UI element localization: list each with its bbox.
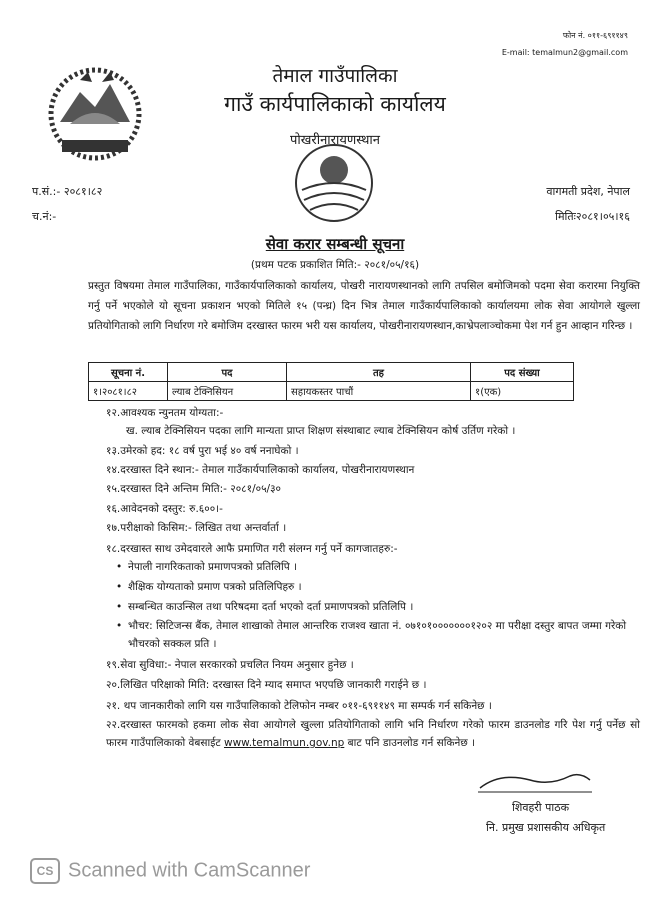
table-cell: १।२०८१।८२ <box>89 382 168 401</box>
camscanner-watermark <box>30 858 310 884</box>
requirement-line: १८.दरखास्त साथ उमेदवारले आफै प्रमाणित गरी संलग्न गर्नु पर्ने कागजातहरु:- <box>106 543 398 555</box>
office-stamp <box>284 140 384 226</box>
table-cell: सहायकस्तर पाचौं <box>287 382 471 401</box>
table-header: सूचना नं. <box>89 363 168 382</box>
office-title-1: तेमाल गाउँपालिका <box>272 65 398 87</box>
office-location: पोखरीनारायणस्थान <box>290 133 380 148</box>
requirement-line: २१. थप जानकारीको लागि यस गाउँपालिकाको टेलिफोन नम्बर ०११-६९११४९ मा सम्पर्क गर्न सकिनेछ । <box>106 700 492 712</box>
table-header-row <box>89 363 574 382</box>
reference-number: प.सं.:- २०८१।८२ <box>32 185 103 198</box>
issue-date: मितिः२०८१।०५।१६ <box>555 210 630 223</box>
signatory-name: शिवहरी पाठक <box>512 801 570 814</box>
document-list-item: • भौचर: सिटिजन्स बैंक, तेमाल शाखाको तेमाल आन्तरिक राजश्व खाता नं. ०७१०१०००००००१२०२ मा परीक्षा दस्तुर बापत जम्मा गरेको भौचरको सक्कल प्रति । <box>128 617 648 653</box>
requirement-line: १३.उमेरको हद: १८ वर्ष पुरा भई ४० वर्ष ननाघेको । <box>106 445 299 457</box>
vacancy-table <box>88 362 574 401</box>
table-row <box>89 382 574 401</box>
requirement-line: १२.आवश्यक न्युनतम योग्यता:- <box>106 407 224 419</box>
office-title-2: गाउँ कार्यपालिकाको कार्यालय <box>224 92 446 116</box>
document-list-item: • शैक्षिक योग्यताको प्रमाण पत्रको प्रतिलिपिहरु । <box>128 578 648 596</box>
download-note <box>106 716 640 752</box>
notice-subtitle: (प्रथम पटक प्रकाशित मिति:- २०८१/०५/१६) <box>250 259 420 271</box>
website-link[interactable]: www.temalmun.gov.np <box>223 737 345 749</box>
table-cell: ल्याब टेक्निसियन <box>168 382 287 401</box>
requirement-line: १५.दरखास्त दिने अन्तिम मिति:- २०८१/०५/३० <box>106 483 282 495</box>
requirement-line: २०.लिखित परिक्षाको मिति: दरखास्त दिने म्याद समाप्त भएपछि जानकारी गराईने छ । <box>106 679 427 691</box>
dispatch-number: च.नं:- <box>32 210 57 223</box>
document-list-item: • सम्बन्धित काउन्सिल तथा परिषदमा दर्ता भएको दर्ता प्रमाणपत्रको प्रतिलिपि । <box>128 598 648 616</box>
requirement-line: १९.सेवा सुविधा:- नेपाल सरकारको प्रचलित नियम अनुसार हुनेछ । <box>106 659 354 671</box>
document-list-item: • नेपाली नागरिकताको प्रमाणपत्रको प्रतिलिपि । <box>128 558 648 576</box>
camscanner-logo-icon: CS <box>30 858 60 884</box>
table-header: पद संख्या <box>471 363 574 382</box>
table-header: पद <box>168 363 287 382</box>
signatory-designation: नि. प्रमुख प्रशासकीय अधिकृत <box>486 821 606 834</box>
download-note-text: २२.दरखास्त फारमको हकमा लोक सेवा आयोगले खुल्ला प्रतियोगिताको लागि भनि निर्धारण गरेको फारम डाउनलोड गरि पेश गर्नु पर्नेछ सो फारम गाउँपालिकाको वेबसाईट <box>106 719 640 749</box>
table-cell: १(एक) <box>471 382 574 401</box>
notice-title: सेवा करार सम्बन्धी सूचना <box>265 235 405 253</box>
province: वागमती प्रदेश, नेपाल <box>546 185 630 198</box>
camscanner-text: Scanned with CamScanner <box>68 859 311 882</box>
requirement-line: १६.आवेदनको दस्तुर: रु.६००।- <box>106 503 223 515</box>
signature-scribble <box>470 768 600 798</box>
requirement-line: ख. ल्याब टेक्निसियन पदका लागि मान्यता प्राप्त शिक्षण संस्थाबाट ल्याब टेक्निसियन कोर्ष उर्तिण गरेको । <box>126 425 516 437</box>
requirement-line: १७.परीक्षाको किसिम:- लिखित तथा अन्तर्वार्ता । <box>106 522 287 534</box>
contact-phone: फोन नं. ०११-६९११४९ <box>562 31 628 40</box>
notice-intro: प्रस्तुत विषयमा तेमाल गाउँपालिका, गाउँकार्यपालिकाको कार्यालय, पोखरी नारायणस्थानको लागि तपसिल बमोजिमको पदमा सेवा करारमा नियुक्ति गर्नु पर्ने भएकोले यो सूचना प्रकाशन भएको मितिले १५ (पन्ध्र) दिन भित्र तेमाल गाउँकार्यपालिकाको कार्यालयमा लोक सेवा आयोगले खुल्ला प्रतियोगिताको लागि निर्धारण गरे बमोजिम दरखास्त फारम भरी यस कार्यालय, पोखरीनारायणस्थान,काभ्रेपलाञ्चोकमा पेश गर्न हुन आव्हान गरिन्छ । <box>88 280 640 332</box>
download-note-text: बाट पनि डाउनलोड गर्न सकिनेछ । <box>344 737 476 749</box>
requirement-line: १४.दरखास्त दिने स्थान:- तेमाल गाउँकार्यपालिकाको कार्यालय, पोखरीनारायणस्थान <box>106 464 415 476</box>
table-header: तह <box>287 363 471 382</box>
contact-email: E-mail: temalmun2@gmail.com <box>501 48 628 57</box>
